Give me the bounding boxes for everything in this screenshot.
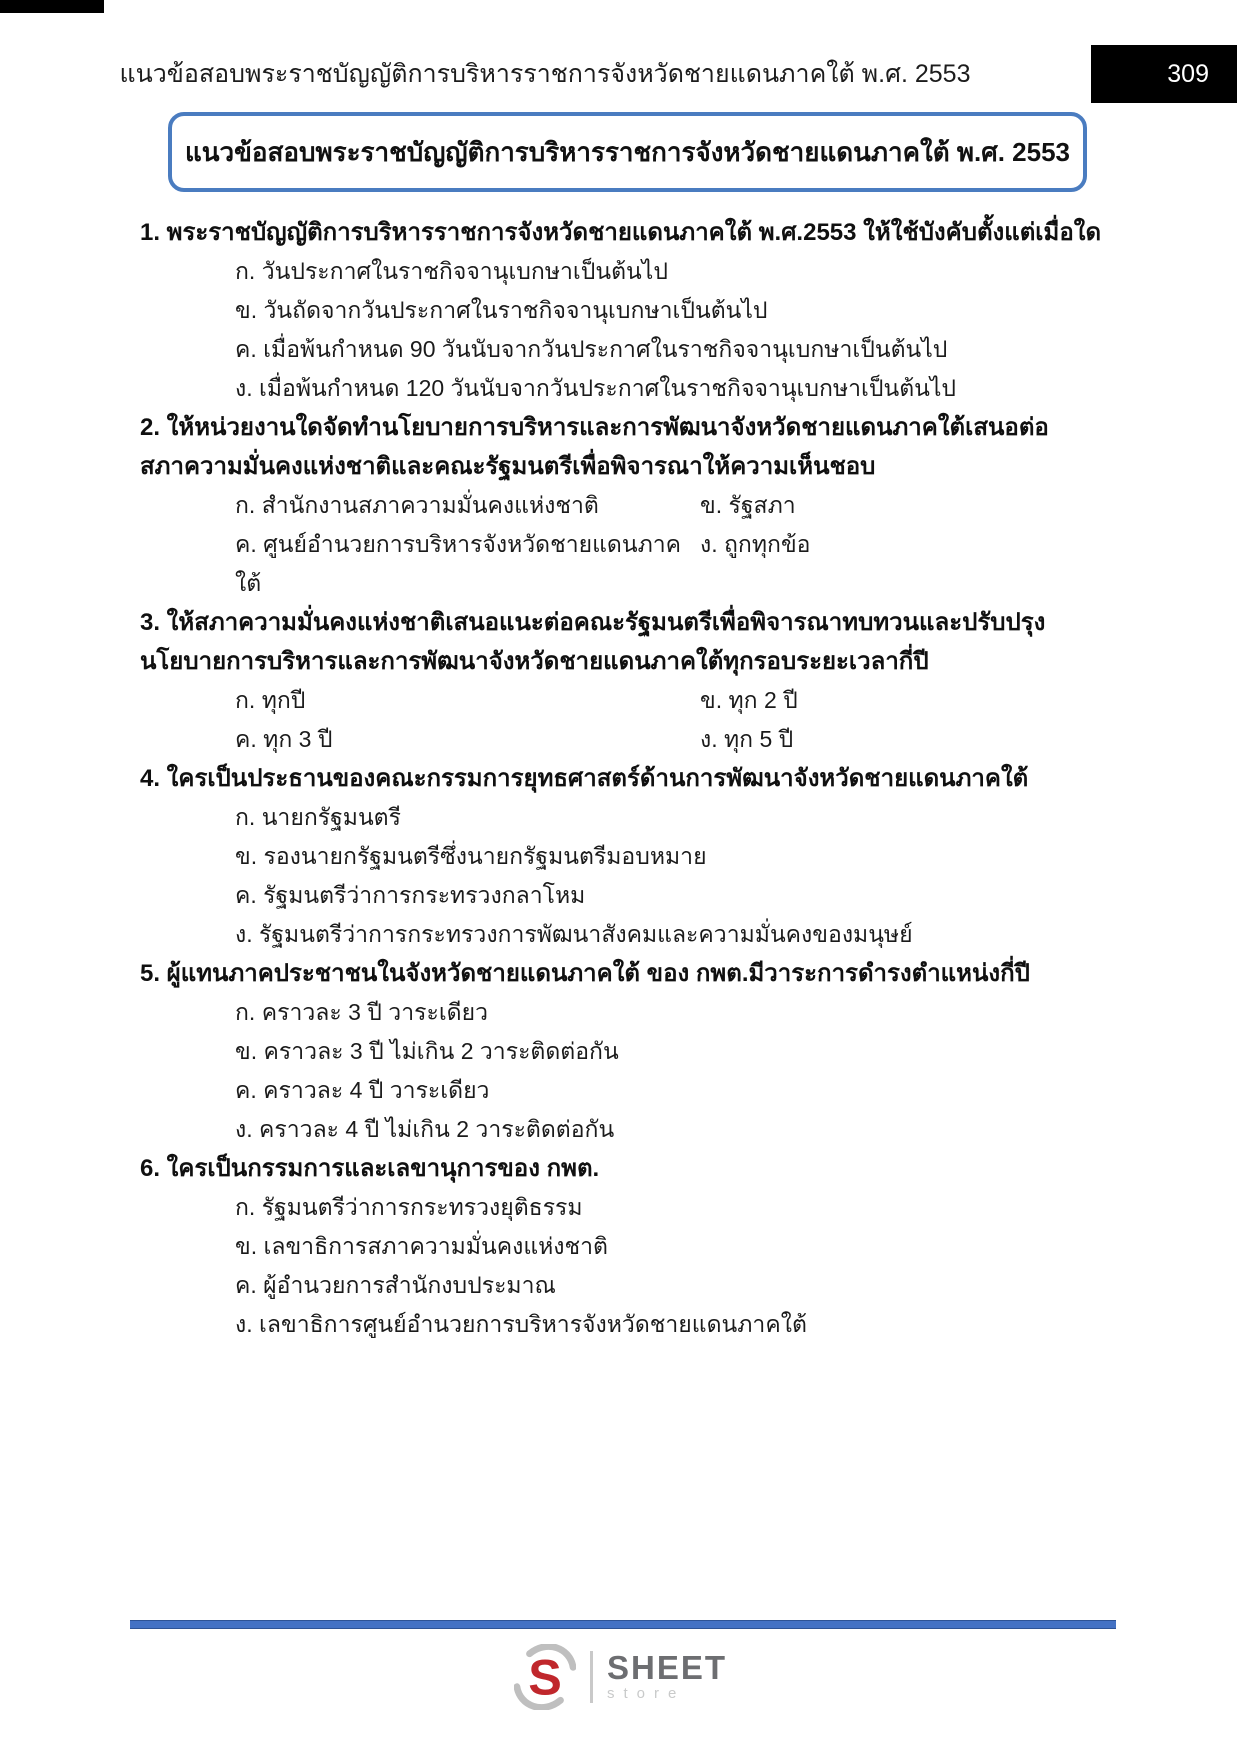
question-2-text: 2. ให้หน่วยงานใดจัดทำนโยบายการบริหารและการพัฒนาจังหวัดชายแดนภาคใต้เสนอต่อสภาความมั่นคงแห่งชาติและคณะรัฐมนตรีเพื่อพิจารณาให้ความเห็นชอบ (140, 414, 1049, 480)
title-box-text: แนวข้อสอบพระราชบัญญัติการบริหารราชการจังหวัดชายแดนภาคใต้ พ.ศ. 2553 (184, 136, 1070, 167)
option-c: ค. ผู้อำนวยการสำนักงบประมาณ (235, 1272, 556, 1298)
option-b: ข. รัฐสภา (700, 492, 796, 518)
option-a: ก. วันประกาศในราชกิจจานุเบกษาเป็นต้นไป (235, 258, 668, 284)
logo-text-store: store (606, 1685, 686, 1702)
logo-divider (590, 1651, 593, 1703)
question-5-options (140, 993, 1108, 1149)
question-3-options (140, 681, 1108, 759)
question-1 (140, 213, 1108, 408)
question-5 (140, 954, 1108, 1149)
option-a: ก. รัฐมนตรีว่าการกระทรวงยุติธรรม (235, 1194, 583, 1220)
question-3 (140, 603, 1108, 759)
questions-area (140, 213, 1108, 1344)
question-2-options (140, 486, 1108, 603)
question-5-text: 5. ผู้แทนภาคประชาชนในจังหวัดชายแดนภาคใต้ ของ กพต.มีวาระการดำรงตำแหน่งกี่ปี (140, 960, 1030, 987)
question-3-text: 3. ให้สภาความมั่นคงแห่งชาติเสนอแนะต่อคณะรัฐมนตรีเพื่อพิจารณาทบทวนและปรับปรุงนโยบายการบริหารและการพัฒนาจังหวัดชายแดนภาคใต้ทุกรอบระยะเวลากี่ปี (140, 609, 1046, 675)
option-b: ข. วันถัดจากวันประกาศในราชกิจจานุเบกษาเป็นต้นไป (235, 297, 768, 323)
option-d: ง. รัฐมนตรีว่าการกระทรวงการพัฒนาสังคมและความมั่นคงของมนุษย์ (235, 921, 913, 947)
sheet-store-s-icon (514, 1644, 576, 1710)
option-c: ค. ศูนย์อำนวยการบริหารจังหวัดชายแดนภาคใต้ (235, 531, 682, 596)
option-a: ก. สำนักงานสภาความมั่นคงแห่งชาติ (235, 492, 599, 518)
question-4 (140, 759, 1108, 954)
option-d: ง. เมื่อพ้นกำหนด 120 วันนับจากวันประกาศในราชกิจจานุเบกษาเป็นต้นไป (235, 375, 957, 401)
option-a: ก. คราวละ 3 ปี วาระเดียว (235, 999, 489, 1025)
title-box (168, 112, 1087, 192)
question-6-text: 6. ใครเป็นกรรมการและเลขานุการของ กพต. (140, 1155, 600, 1182)
question-1-text: 1. พระราชบัญญัติการบริหารราชการจังหวัดชายแดนภาคใต้ พ.ศ.2553 ให้ใช้บังคับตั้งแต่เมื่อใด (140, 219, 1102, 246)
option-c: ค. รัฐมนตรีว่าการกระทรวงกลาโหม (235, 882, 586, 908)
logo-text-sheet: SHEET (606, 1649, 728, 1686)
option-b: ข. รองนายกรัฐมนตรีซึ่งนายกรัฐมนตรีมอบหมาย (235, 843, 707, 869)
option-c: ค. คราวละ 4 ปี วาระเดียว (235, 1077, 490, 1103)
page-number-box (1091, 45, 1237, 103)
option-d: ง. ถูกทุกข้อ (700, 531, 811, 557)
option-b: ข. เลขาธิการสภาความมั่นคงแห่งชาติ (235, 1233, 608, 1259)
option-b: ข. ทุก 2 ปี (700, 687, 798, 713)
option-d: ง. คราวละ 4 ปี ไม่เกิน 2 วาระติดต่อกัน (235, 1116, 615, 1142)
option-c: ค. ทุก 3 ปี (235, 726, 333, 752)
logo-wordmark (607, 1651, 727, 1703)
footer-divider-line (130, 1620, 1116, 1629)
question-4-options (140, 798, 1108, 954)
page-header-title: แนวข้อสอบพระราชบัญญัติการบริหารราชการจังหวัดชายแดนภาคใต้ พ.ศ. 2553 (119, 60, 971, 88)
option-a: ก. ทุกปี (235, 687, 306, 713)
footer-logo (0, 1644, 1241, 1710)
question-6-options (140, 1188, 1108, 1344)
option-d: ง. ทุก 5 ปี (700, 726, 794, 752)
question-2 (140, 408, 1108, 603)
option-b: ข. คราวละ 3 ปี ไม่เกิน 2 วาระติดต่อกัน (235, 1038, 619, 1064)
page-number: 309 (1167, 59, 1209, 88)
option-c: ค. เมื่อพ้นกำหนด 90 วันนับจากวันประกาศในราชกิจจานุเบกษาเป็นต้นไป (235, 336, 948, 362)
question-4-text: 4. ใครเป็นประธานของคณะกรรมการยุทธศาสตร์ด้านการพัฒนาจังหวัดชายแดนภาคใต้ (140, 765, 1029, 792)
svg-text:S: S (528, 1648, 562, 1706)
question-1-options (140, 252, 1108, 408)
question-6 (140, 1149, 1108, 1344)
top-left-black-strip (0, 0, 104, 13)
option-d: ง. เลขาธิการศูนย์อำนวยการบริหารจังหวัดชายแดนภาคใต้ (235, 1311, 807, 1337)
option-a: ก. นายกรัฐมนตรี (235, 804, 401, 830)
